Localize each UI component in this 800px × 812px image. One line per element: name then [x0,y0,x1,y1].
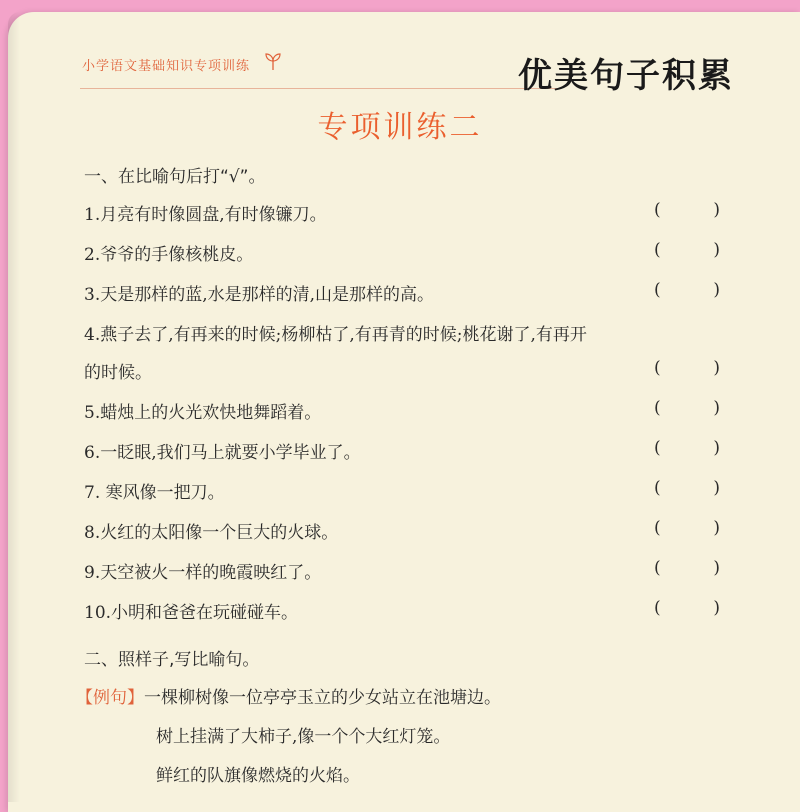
question-2-heading: 二、照样子,写比喻句。 [84,650,260,670]
answer-blank[interactable]: ( ) [654,598,720,618]
example-line: 树上挂满了大柿子,像一个个大红灯笼。 [156,727,451,747]
list-item: 6.一眨眼,我们马上就要小学毕业了。 [84,443,361,463]
answer-blank[interactable]: ( ) [654,558,720,578]
example-line: 【例句】一棵柳树像一位亭亭玉立的少女站立在池塘边。 [76,688,501,708]
header-divider [80,88,558,89]
list-item: 5.蜡烛上的火光欢快地舞蹈着。 [84,403,322,423]
example-line: 鲜红的队旗像燃烧的火焰。 [156,766,360,786]
list-item: 9.天空被火一样的晚霞映红了。 [84,563,322,583]
list-item: 4.燕子去了,有再来的时候;杨柳枯了,有再青的时候;桃花谢了,有再开 [84,325,587,345]
sprout-icon [262,50,284,72]
list-item: 10.小明和爸爸在玩碰碰车。 [84,603,299,623]
answer-blank[interactable]: ( ) [654,280,720,300]
answer-blank[interactable]: ( ) [654,358,720,378]
answer-blank[interactable]: ( ) [654,478,720,498]
list-item: 8.火红的太阳像一个巨大的火球。 [84,523,339,543]
list-item: 3.天是那样的蓝,水是那样的清,山是那样的高。 [84,285,435,305]
question-1-heading: 一、在比喻句后打“√”。 [84,167,266,187]
series-title: 小学语文基础知识专项训练 [82,59,251,74]
answer-blank[interactable]: ( ) [654,398,720,418]
list-item-continued: 的时候。 [84,363,152,383]
example-tag: 【例句】 [76,688,144,708]
answer-blank[interactable]: ( ) [654,200,720,220]
answer-blank[interactable]: ( ) [654,240,720,260]
answer-blank[interactable]: ( ) [654,518,720,538]
answer-blank[interactable]: ( ) [654,438,720,458]
section-title: 专项训练二 [317,110,483,145]
list-item: 7. 寒风像一把刀。 [84,483,225,503]
list-item: 2.爷爷的手像核桃皮。 [84,245,254,265]
page-header-title: 优美句子积累 [518,56,734,96]
list-item: 1.月亮有时像圆盘,有时像镰刀。 [84,205,327,225]
